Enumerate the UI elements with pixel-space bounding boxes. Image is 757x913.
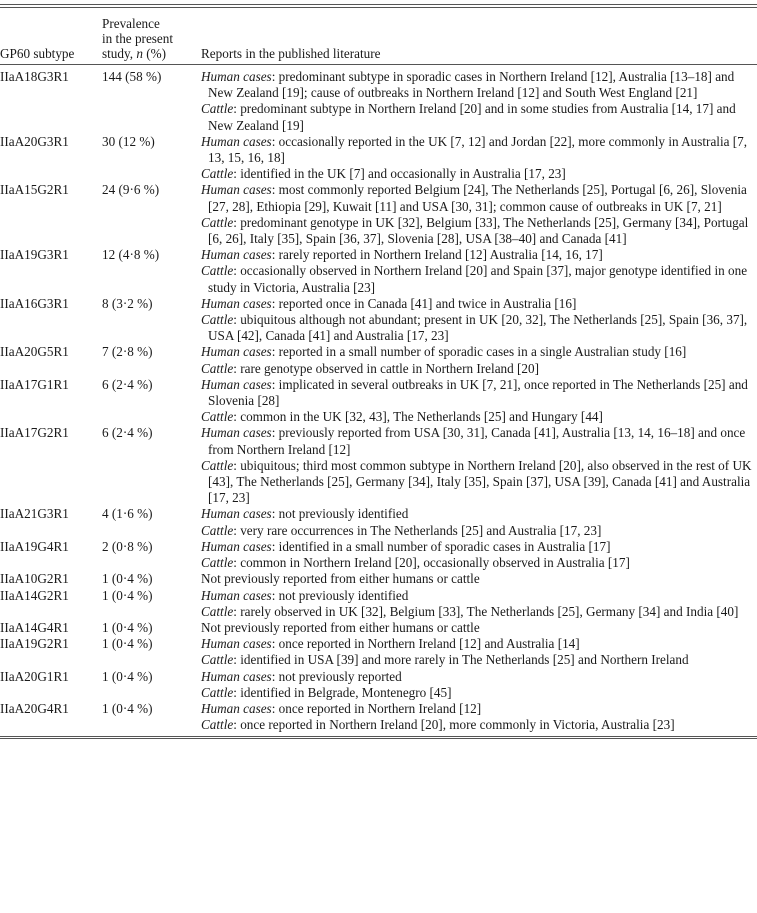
cell-subtype: IIaA17G1R1: [0, 376, 69, 392]
report-entry: [201, 296, 757, 312]
cell-prevalence: 24 (9·6 %): [102, 182, 160, 198]
table-row: [0, 65, 757, 134]
cell-subtype: IIaA20G3R1: [0, 133, 69, 149]
report-lead: Human cases: [201, 133, 272, 149]
report-entry: [201, 425, 757, 457]
report-text: : not previously identified: [271, 587, 409, 603]
cell-prevalence: 144 (58 %): [102, 69, 162, 84]
cell-prevalence: 8 (3·2 %): [102, 295, 153, 311]
report-text: : previously reported from USA [30, 31], Canada [41], Australia [13, 14, 16–18] and once from Northern Ireland [12]: [208, 425, 746, 457]
report-lead: Human cases: [201, 247, 272, 263]
report-lead: Cattle: [201, 166, 234, 182]
report-entry: [201, 101, 757, 133]
table-row: [0, 636, 757, 668]
report-lead: Cattle: [201, 603, 234, 619]
header-row: [0, 8, 757, 65]
cell-subtype: IIaA19G3R1: [0, 247, 69, 263]
cell-prevalence: 4 (1·6 %): [102, 506, 153, 522]
report-text: : rarely observed in UK [32], Belgium [33], The Netherlands [25], Germany [34] and India [40]: [233, 603, 739, 619]
header-subtype: GP60 subtype: [0, 8, 101, 65]
table-row: [0, 182, 757, 247]
report-entry: [201, 361, 757, 377]
cell-reports: [200, 539, 757, 571]
cell-reports: [200, 247, 757, 296]
report-text: : once reported in Northern Ireland [20], more commonly in Victoria, Australia [23]: [233, 717, 675, 733]
report-text: : ubiquitous although not abundant; present in UK [20, 32], The Netherlands [25], Spain [36, 37], USA [42], Canada [41] and Australia [17, 23]: [208, 312, 748, 344]
table-row: [0, 571, 757, 587]
report-text: : reported once in Canada [41] and twice in Australia [16]: [271, 295, 577, 311]
report-entry: [201, 458, 757, 507]
report-text: : occasionally observed in Northern Ireland [20] and Spain [37], major genotype identified in one study in Victoria, Australia [23]: [208, 263, 748, 295]
cell-subtype: IIaA15G2R1: [0, 182, 69, 198]
report-text: : common in Northern Ireland [20], occasionally observed in Australia [17]: [233, 555, 630, 571]
report-lead: Human cases: [201, 587, 272, 603]
table-row: [0, 134, 757, 183]
report-entry: [201, 652, 757, 668]
report-lead: Cattle: [201, 360, 234, 376]
report-text: : predominant subtype in sporadic cases in Northern Ireland [12], Australia [13–18] and New Zealand [19]; cause of outbreaks in Northern Ireland [12] and South West England [21]: [208, 69, 735, 101]
report-lead: Cattle: [201, 263, 234, 279]
cell-prevalence: 6 (2·4 %): [102, 376, 153, 392]
report-text: : once reported in Northern Ireland [12]: [271, 700, 482, 716]
report-text: Not previously reported from either humans or cattle: [201, 619, 480, 635]
report-lead: Cattle: [201, 717, 234, 733]
report-text: : common in the UK [32, 43], The Netherlands [25] and Hungary [44]: [233, 409, 603, 425]
report-lead: Cattle: [201, 684, 234, 700]
report-text: : not previously reported: [271, 668, 402, 684]
table-row: [0, 506, 757, 538]
report-text: : identified in Belgrade, Montenegro [45]: [233, 684, 452, 700]
cell-subtype: IIaA21G3R1: [0, 506, 69, 522]
report-lead: Human cases: [201, 668, 272, 684]
report-text: : ubiquitous; third most common subtype in Northern Ireland [20], also observed in the rest of UK [43], The Netherlands [25], Germany [34], Italy [35], Spain [37], USA [39], Canada [41] and Australia [17, 23]: [208, 457, 752, 506]
cell-subtype: IIaA19G4R1: [0, 538, 69, 554]
cell-prevalence: 1 (0·4 %): [102, 636, 153, 652]
report-entry: [201, 669, 757, 685]
report-lead: Cattle: [201, 101, 234, 117]
cell-reports: [200, 506, 757, 538]
report-entry: [201, 263, 757, 295]
cell-prevalence: 30 (12 %): [102, 133, 155, 149]
report-lead: Human cases: [201, 69, 272, 84]
report-entry: [201, 409, 757, 425]
report-lead: Cattle: [201, 312, 234, 328]
cell-subtype: IIaA20G5R1: [0, 344, 69, 360]
cell-prevalence: 1 (0·4 %): [102, 668, 153, 684]
report-lead: Human cases: [201, 344, 272, 360]
cell-reports: [200, 134, 757, 183]
report-lead: Human cases: [201, 636, 272, 652]
table-row: [0, 425, 757, 506]
report-lead: Cattle: [201, 214, 234, 230]
report-text: : rarely reported in Northern Ireland [12] Australia [14, 16, 17]: [271, 247, 603, 263]
report-entry: [201, 588, 757, 604]
table-row: [0, 344, 757, 376]
report-text: : rare genotype observed in cattle in Northern Ireland [20]: [233, 360, 540, 376]
report-entry: [201, 166, 757, 182]
report-text: : most commonly reported Belgium [24], The Netherlands [25], Portugal [6, 26], Slovenia [27, 28], Ethiopia [29], Kuwait [11] and USA [30, 31]; common cause of outbreaks in UK [7, 21]: [208, 182, 747, 214]
report-lead: Cattle: [201, 522, 234, 538]
cell-prevalence: 6 (2·4 %): [102, 425, 153, 441]
table-row: [0, 247, 757, 296]
table-body: [0, 65, 757, 738]
report-lead: Human cases: [201, 376, 272, 392]
table-row: [0, 620, 757, 636]
report-lead: Cattle: [201, 555, 234, 571]
report-entry: [201, 377, 757, 409]
report-entry: [201, 604, 757, 620]
report-lead: Human cases: [201, 538, 272, 554]
report-text: : very rare occurrences in The Netherlands [25] and Australia [17, 23]: [233, 522, 602, 538]
subtype-table: [0, 8, 757, 739]
report-text: : predominant subtype in Northern Ireland [20] and in some studies from Australia [14, 17] and New Zealand [19]: [208, 101, 736, 133]
table-row: [0, 701, 757, 738]
report-text: : reported in a small number of sporadic cases in a single Australian study [16]: [271, 344, 687, 360]
cell-subtype: IIaA20G1R1: [0, 668, 69, 684]
report-entry: [201, 134, 757, 166]
report-lead: Human cases: [201, 700, 272, 716]
report-lead: Human cases: [201, 506, 272, 522]
cell-reports: [200, 636, 757, 668]
report-entry: [201, 247, 757, 263]
report-text: : once reported in Northern Ireland [12] and Australia [14]: [271, 636, 580, 652]
report-entry: [201, 215, 757, 247]
report-entry: [201, 571, 757, 587]
cell-subtype: IIaA19G2R1: [0, 636, 69, 652]
table-row: [0, 669, 757, 701]
report-lead: Human cases: [201, 425, 272, 441]
cell-subtype: IIaA10G2R1: [0, 571, 69, 587]
report-lead: Cattle: [201, 652, 234, 668]
report-lead: Human cases: [201, 295, 272, 311]
cell-reports: [200, 620, 757, 636]
cell-prevalence: 7 (2·8 %): [102, 344, 153, 360]
report-text: : identified in the UK [7] and occasionally in Australia [17, 23]: [233, 166, 566, 182]
cell-subtype: IIaA14G2R1: [0, 587, 69, 603]
cell-reports: [200, 571, 757, 587]
cell-reports: [200, 296, 757, 345]
report-text: : identified in a small number of sporadic cases in Australia [17]: [271, 538, 611, 554]
cell-reports: [200, 425, 757, 506]
cell-reports: [200, 65, 757, 134]
report-entry: [201, 523, 757, 539]
report-entry: [201, 506, 757, 522]
cell-prevalence: 1 (0·4 %): [102, 587, 153, 603]
cell-subtype: IIaA14G4R1: [0, 619, 69, 635]
report-text: : not previously identified: [271, 506, 409, 522]
table-row: [0, 539, 757, 571]
report-entry: [201, 555, 757, 571]
report-entry: [201, 685, 757, 701]
cell-subtype: IIaA18G3R1: [0, 69, 69, 84]
report-entry: [201, 312, 757, 344]
cell-subtype: IIaA16G3R1: [0, 295, 69, 311]
header-reports: Reports in the published literature: [200, 8, 757, 65]
table-row: [0, 588, 757, 620]
cell-reports: [200, 344, 757, 376]
cell-reports: [200, 182, 757, 247]
report-text: : implicated in several outbreaks in UK [7, 21], once reported in The Netherlands [25] and Slovenia [28]: [208, 376, 748, 409]
report-text: : occasionally reported in the UK [7, 12] and Jordan [22], more commonly in Australia [7, 13, 15, 16, 18]: [208, 133, 748, 166]
cell-prevalence: 1 (0·4 %): [102, 571, 153, 587]
report-entry: [201, 539, 757, 555]
cell-reports: [200, 701, 757, 738]
report-text: : predominant genotype in UK [32], Belgium [33], The Netherlands [25], Germany [34], Portugal [6, 26], Italy [35], Spain [36, 37], Slovenia [28], USA [38–40] and Canada [41]: [208, 214, 749, 247]
report-entry: [201, 701, 757, 717]
cell-reports: [200, 669, 757, 701]
report-entry: [201, 620, 757, 636]
cell-reports: [200, 377, 757, 426]
table-row: [0, 296, 757, 345]
cell-prevalence: 12 (4·8 %): [102, 247, 160, 263]
report-lead: Human cases: [201, 182, 272, 198]
report-entry: [201, 636, 757, 652]
report-lead: Cattle: [201, 409, 234, 425]
report-lead: Cattle: [201, 457, 234, 473]
report-text: Not previously reported from either humans or cattle: [201, 571, 480, 587]
report-entry: [201, 69, 757, 101]
cell-prevalence: 1 (0·4 %): [101, 701, 200, 738]
report-entry: [201, 182, 757, 214]
cell-prevalence: 1 (0·4 %): [102, 619, 153, 635]
report-entry: [201, 344, 757, 360]
table-row: [0, 377, 757, 426]
report-entry: [201, 717, 757, 733]
report-text: : identified in USA [39] and more rarely in The Netherlands [25] and Northern Ireland: [233, 652, 689, 668]
cell-reports: [200, 588, 757, 620]
header-prevalence: Prevalence in the present study, n (%): [101, 8, 200, 65]
cell-subtype: IIaA17G2R1: [0, 425, 69, 441]
cell-subtype: IIaA20G4R1: [0, 701, 101, 738]
cell-prevalence: 2 (0·8 %): [102, 538, 153, 554]
